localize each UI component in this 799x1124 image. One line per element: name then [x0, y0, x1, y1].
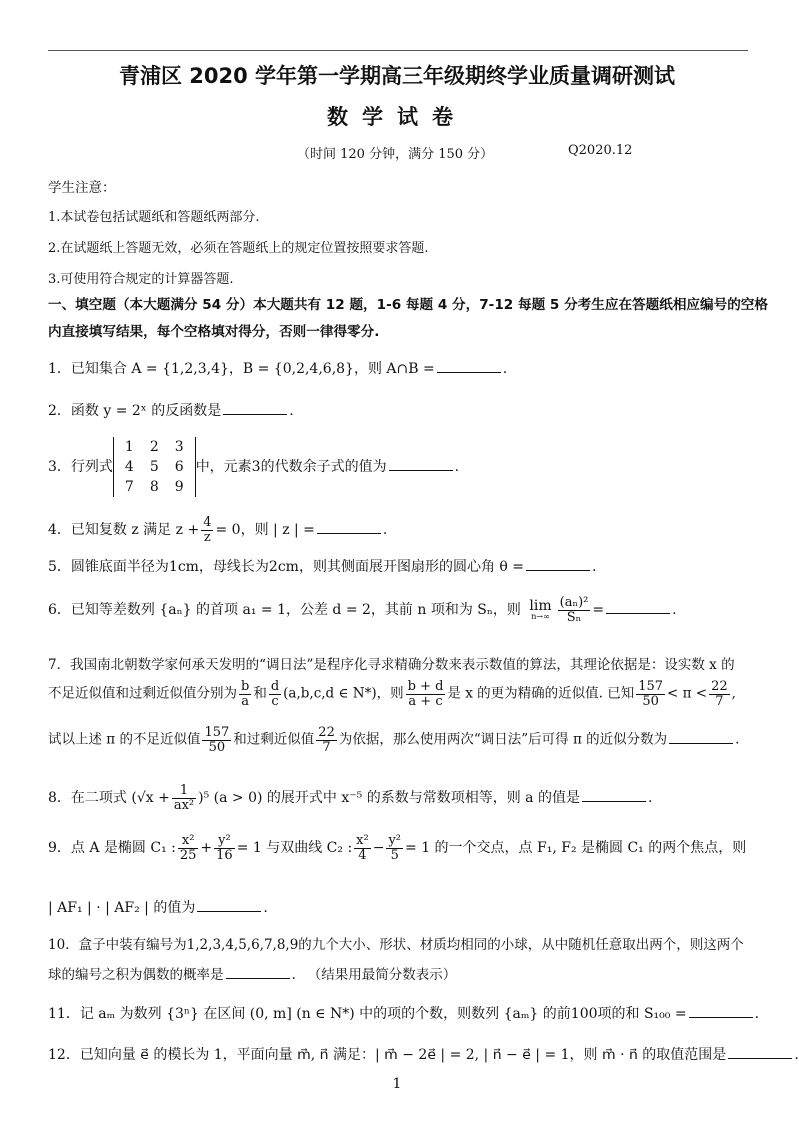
question-7-line2: 不足近似值和过剩近似值分别为 $\frac{b}{a}$ 和 $\frac{d}{c}$ (a,b,c,d ∈ N*)，则 $\frac{b + d}{a + c}$ 是 x 的更为精确的近似值. 已知 $\frac{157}{50}$ < π < $\frac{22}{7}$ ,	[48, 679, 736, 709]
exam-subtitle: 数学试卷	[327, 105, 467, 129]
question-2-text: 2．函数 y = 2ˣ 的反函数是	[48, 403, 222, 419]
determinant-matrix: 1 2 3 4 5 6 7 8 9	[113, 437, 196, 497]
question-3: 3．行列式 1 2 3 4 5 6 7 8 9 中，元素3的代数余子式的值为 .	[48, 439, 460, 495]
section-heading-line2: 内直接填写结果，每个空格填对得分，否则一律得零分.	[48, 324, 380, 340]
notice-item-2: 2.在试题纸上答题无效，必须在答题纸上的规定位置按照要求答题.	[48, 241, 429, 256]
question-4: 4．已知复数 z 满足 z + $\frac{4}{z}$ = 0，则 | z | = .	[48, 515, 388, 545]
answer-blank-12	[728, 1058, 792, 1059]
answer-blank-3	[389, 470, 453, 471]
time-info: （时间 120 分钟，满分 150 分）	[297, 147, 494, 162]
question-7-line1: 7．我国南北朝数学家何承天发明的“调日法”是程序化寻求精确分数来表示数值的算法，其理论依据是：设实数 x 的	[48, 657, 735, 673]
exam-title: 青浦区 2020 学年第一学期高三年级期终学业质量调研测试	[118, 64, 676, 88]
fraction-an-squared-over-sn: $\frac{\text{(aₙ)²}}{\text{Sₙ}}$	[559, 595, 589, 625]
question-1: 1．已知集合 A = {1,2,3,4}，B = {0,2,4,6,8}，则 A∩B = .	[48, 361, 508, 377]
answer-blank-2	[223, 414, 287, 415]
header-rule	[48, 50, 748, 51]
question-11: 11．记 aₘ 为数列 {3ⁿ} 在区间 (0, m] (n ∈ N*) 中的项的个数，则数列 {aₘ} 的前100项的和 S₁₀₀ = .	[48, 1006, 760, 1022]
limit-operator: lim n→∞	[529, 597, 552, 622]
answer-blank-9	[197, 911, 261, 912]
question-1-text: 1．已知集合 A = {1,2,3,4}，B = {0,2,4,6,8}，则 A∩B =	[48, 361, 435, 377]
section-heading-line1: 一、填空题（本大题满分 54 分）本大题共有 12 题，1-6 每题 4 分，7-12 每题 5 分考生应在答题纸相应编号的空格	[48, 297, 768, 313]
answer-blank-1	[437, 372, 501, 373]
answer-blank-8	[582, 801, 646, 802]
answer-blank-4	[317, 533, 381, 534]
question-5-text: 5．圆锥底面半径为1cm，母线长为2cm，则其侧面展开图扇形的圆心角 θ =	[48, 559, 525, 575]
question-10-line2: 球的编号之积为偶数的概率是 . （结果用最简分数表示）	[48, 967, 457, 983]
answer-blank-6	[606, 613, 670, 614]
question-6: 6．已知等差数列 {aₙ} 的首项 a₁ = 1，公差 d = 2，其前 n 项和为 Sₙ，则 lim n→∞ $\frac{\text{(aₙ)²}}{\text{Sₙ}}$ = .	[48, 595, 677, 625]
question-9-line1: 9．点 A 是椭圆 C₁ : $\frac{\text{x²}}{25}$ + $\frac{\text{y²}}{16}$ = 1 与双曲线 C₂ : $\frac{\text{x²}}{4}$ − $\frac{\text{y²}}{5}$ = 1 的一个交点，点 F₁, F₂ 是椭圆 C₁ 的两个焦点，则	[48, 833, 747, 863]
question-2: 2．函数 y = 2ˣ 的反函数是 .	[48, 403, 294, 419]
page-number: 1	[392, 1076, 402, 1092]
question-8: 8．在二项式 (√x + $\frac{1}{\text{ax²}}$ )⁵ (a > 0) 的展开式中 x⁻⁵ 的系数与常数项相等，则 a 的值是 .	[48, 783, 653, 813]
notice-item-3: 3.可使用符合规定的计算器答题.	[48, 272, 234, 287]
question-5: 5．圆锥底面半径为1cm，母线长为2cm，则其侧面展开图扇形的圆心角 θ = .	[48, 559, 597, 575]
notice-item-1: 1.本试卷包括试题纸和答题纸两部分.	[48, 210, 260, 225]
exam-code: Q2020.12	[568, 143, 633, 158]
answer-blank-7	[669, 743, 733, 744]
answer-blank-11	[689, 1017, 753, 1018]
question-7-line3: 试以上述 π 的不足近似值 $\frac{157}{50}$ 和过剩近似值 $\frac{22}{7}$ 为依据，那么使用两次“调日法”后可得 π 的近似分数为 .	[48, 725, 740, 755]
answer-blank-5	[526, 570, 590, 571]
question-12: 12．已知向量 e⃗ 的模长为 1，平面向量 m⃗, n⃗ 满足：| m⃗ − 2e⃗ | = 2, | n⃗ − e⃗ | = 1，则 m⃗ · n⃗ 的取值范围是 .	[48, 1047, 799, 1063]
notice-heading: 学生注意：	[48, 180, 116, 196]
question-3-suffix: 中，元素3的代数余子式的值为	[195, 459, 387, 475]
question-3-prefix: 3．行列式	[48, 459, 113, 475]
question-10-line1: 10．盒子中装有编号为1,2,3,4,5,6,7,8,9的九个大小、形状、材质均相同的小球，从中随机任意取出两个，则这两个	[48, 937, 744, 953]
question-9-line2: | AF₁ | · | AF₂ | 的值为 .	[48, 900, 268, 916]
fraction-4-over-z: $\frac{4}{z}$	[203, 515, 212, 545]
answer-blank-10	[226, 978, 290, 979]
